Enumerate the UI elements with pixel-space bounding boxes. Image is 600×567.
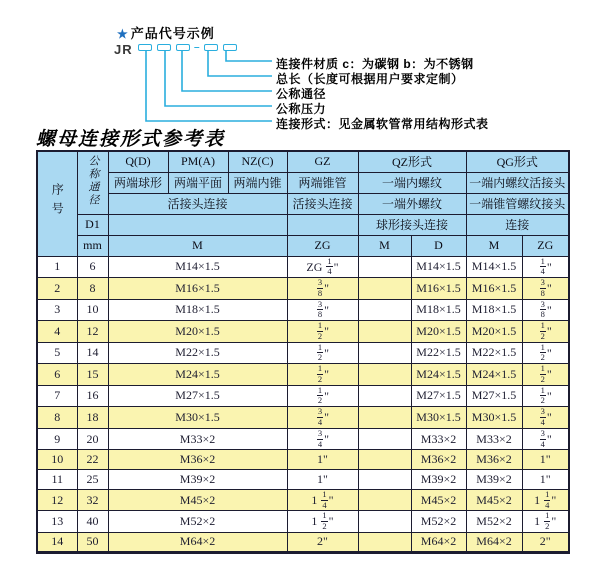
label-nominal-pressure: 公称压力 bbox=[276, 102, 327, 116]
cell-qz-d: M52×2 bbox=[411, 511, 466, 533]
table-row bbox=[37, 342, 569, 364]
code-boxes bbox=[138, 44, 242, 51]
header-code-pma: PM(A) bbox=[168, 151, 228, 172]
cell-m: M30×1.5 bbox=[108, 407, 287, 429]
cell-qz-m bbox=[358, 364, 411, 386]
cell-gz: $\frac{3}{4}$ " bbox=[287, 428, 358, 450]
header-end-gz: 两端锥管 bbox=[287, 172, 358, 193]
cell-gz: $\frac{3}{4}$ " bbox=[287, 407, 358, 429]
cell-gz: $\frac{3}{8}$ " bbox=[287, 299, 358, 321]
cell-qg-m: M52×2 bbox=[466, 511, 522, 533]
code-box-1 bbox=[138, 44, 152, 51]
cell-m: M22×1.5 bbox=[108, 342, 287, 364]
cell-qg-zg: $\frac{3}{4}$ " bbox=[522, 428, 569, 450]
header-end-qg: 一端内螺纹活接头 bbox=[466, 172, 569, 193]
cell-qz-m bbox=[358, 299, 411, 321]
cell-m: M36×2 bbox=[108, 450, 287, 470]
cell-gz: 1" bbox=[287, 450, 358, 470]
cell-qz-m bbox=[358, 321, 411, 343]
cell-seq: 10 bbox=[37, 450, 77, 470]
cell-gz: 1 $\frac{1}{4}$ " bbox=[287, 489, 358, 511]
cell-qz-d: M39×2 bbox=[411, 470, 466, 490]
cell-gz: $\frac{1}{2}$ " bbox=[287, 342, 358, 364]
header-seq bbox=[37, 151, 77, 256]
header-d1: D1 bbox=[77, 214, 108, 235]
cell-seq: 1 bbox=[37, 256, 77, 278]
cell-qz-d: M64×2 bbox=[411, 532, 466, 552]
cell-qz-d: M33×2 bbox=[411, 428, 466, 450]
cell-dn: 40 bbox=[77, 511, 108, 533]
header-unit-qg-zg: ZG bbox=[522, 235, 569, 256]
header-code-qz: QZ形式 bbox=[358, 151, 466, 172]
header-row-codes bbox=[37, 151, 569, 172]
cell-qz-d: M16×1.5 bbox=[411, 278, 466, 300]
table-row bbox=[37, 489, 569, 511]
table-row bbox=[37, 470, 569, 490]
header-unit-qz-d: D bbox=[411, 235, 466, 256]
cell-qz-m bbox=[358, 450, 411, 470]
cell-qg-m: M33×2 bbox=[466, 428, 522, 450]
table-row bbox=[37, 278, 569, 300]
table-row bbox=[37, 450, 569, 470]
table-row bbox=[37, 299, 569, 321]
header-joint-gz: 活接头连接 bbox=[287, 193, 358, 214]
cell-dn: 14 bbox=[77, 342, 108, 364]
cell-gz: $\frac{1}{2}$ " bbox=[287, 364, 358, 386]
cell-qg-m: M24×1.5 bbox=[466, 364, 522, 386]
cell-seq: 11 bbox=[37, 470, 77, 490]
cell-qz-d: M20×1.5 bbox=[411, 321, 466, 343]
cell-qz-m bbox=[358, 470, 411, 490]
header-code-gz: GZ bbox=[287, 151, 358, 172]
header-unit-qg-m: M bbox=[466, 235, 522, 256]
cell-dn: 18 bbox=[77, 407, 108, 429]
cell-dn: 22 bbox=[77, 450, 108, 470]
cell-m: M52×2 bbox=[108, 511, 287, 533]
code-box-2 bbox=[157, 44, 171, 51]
header-connect-empty-gz bbox=[287, 214, 358, 235]
label-total-length: 总长（长度可根据用户要求定制） bbox=[276, 72, 464, 86]
cell-qz-m bbox=[358, 385, 411, 407]
page-title: 螺母连接形式参考表 bbox=[36, 128, 226, 150]
header-joint-qg: 一端锥管螺纹接头 bbox=[466, 193, 569, 214]
cell-seq: 3 bbox=[37, 299, 77, 321]
header-dn bbox=[77, 151, 108, 214]
table-row bbox=[37, 364, 569, 386]
cell-m: M45×2 bbox=[108, 489, 287, 511]
cell-dn: 10 bbox=[77, 299, 108, 321]
header-end-nzc: 两端内锥 bbox=[228, 172, 287, 193]
cell-gz: 1" bbox=[287, 470, 358, 490]
cell-qg-m: M30×1.5 bbox=[466, 407, 522, 429]
cell-qz-m bbox=[358, 342, 411, 364]
cell-qz-m bbox=[358, 511, 411, 533]
cell-qg-m: M39×2 bbox=[466, 470, 522, 490]
diagram-heading-text: 产品代号示例 bbox=[130, 26, 215, 41]
cell-seq: 13 bbox=[37, 511, 77, 533]
cell-m: M39×2 bbox=[108, 470, 287, 490]
cell-dn: 50 bbox=[77, 532, 108, 552]
cell-dn: 12 bbox=[77, 321, 108, 343]
cell-qg-zg: 1" bbox=[522, 470, 569, 490]
cell-qz-m bbox=[358, 489, 411, 511]
code-dash: – bbox=[194, 42, 200, 53]
code-box-4 bbox=[204, 44, 218, 51]
cell-qg-zg: 1 $\frac{1}{4}$ " bbox=[522, 489, 569, 511]
table-row bbox=[37, 407, 569, 429]
header-code-qd: Q(D) bbox=[108, 151, 168, 172]
label-nominal-diameter: 公称通径 bbox=[276, 87, 327, 101]
cell-qg-m: M14×1.5 bbox=[466, 256, 522, 278]
header-row-joint bbox=[37, 193, 569, 214]
table-row bbox=[37, 511, 569, 533]
code-prefix: JR bbox=[114, 42, 133, 57]
table-row bbox=[37, 256, 569, 278]
cell-qg-zg: $\frac{3}{4}$ " bbox=[522, 407, 569, 429]
cell-m: M18×1.5 bbox=[108, 299, 287, 321]
star-icon: ★ bbox=[117, 27, 129, 41]
cell-gz: ZG $\frac{1}{4}$ " bbox=[287, 256, 358, 278]
cell-seq: 2 bbox=[37, 278, 77, 300]
cell-qg-m: M18×1.5 bbox=[466, 299, 522, 321]
cell-qz-m bbox=[358, 256, 411, 278]
cell-qg-m: M22×1.5 bbox=[466, 342, 522, 364]
cell-qg-m: M64×2 bbox=[466, 532, 522, 552]
header-end-qd: 两端球形 bbox=[108, 172, 168, 193]
header-code-qg: QG形式 bbox=[466, 151, 569, 172]
header-connect-empty-left bbox=[108, 214, 287, 235]
cell-qg-zg: $\frac{1}{2}$ " bbox=[522, 364, 569, 386]
cell-gz: 2" bbox=[287, 532, 358, 552]
cell-qg-zg: $\frac{1}{2}$ " bbox=[522, 342, 569, 364]
table-body bbox=[37, 256, 569, 552]
cell-qg-m: M36×2 bbox=[466, 450, 522, 470]
cell-m: M33×2 bbox=[108, 428, 287, 450]
cell-qg-zg: $\frac{1}{2}$ " bbox=[522, 321, 569, 343]
cell-qz-m bbox=[358, 428, 411, 450]
cell-qz-d: M18×1.5 bbox=[411, 299, 466, 321]
label-connection-type: 连接形式：见金属软管常用结构形式表 bbox=[276, 117, 489, 131]
cell-qz-m bbox=[358, 278, 411, 300]
cell-m: M20×1.5 bbox=[108, 321, 287, 343]
table-row bbox=[37, 321, 569, 343]
header-joint-qz: 一端外螺纹 bbox=[358, 193, 466, 214]
cell-qg-m: M27×1.5 bbox=[466, 385, 522, 407]
cell-m: M14×1.5 bbox=[108, 256, 287, 278]
header-end-pma: 两端平面 bbox=[168, 172, 228, 193]
cell-gz: $\frac{1}{2}$ " bbox=[287, 321, 358, 343]
header-unit-zg: ZG bbox=[287, 235, 358, 256]
header-code-nzc: NZ(C) bbox=[228, 151, 287, 172]
cell-qg-zg: 1 $\frac{1}{2}$ " bbox=[522, 511, 569, 533]
cell-m: M27×1.5 bbox=[108, 385, 287, 407]
header-dn-label: 公称通径 bbox=[87, 154, 99, 207]
code-box-3 bbox=[176, 44, 190, 51]
header-connect-qz: 球形接头连接 bbox=[358, 214, 466, 235]
cell-dn: 8 bbox=[77, 278, 108, 300]
cell-qz-d: M22×1.5 bbox=[411, 342, 466, 364]
code-box-5 bbox=[223, 44, 237, 51]
header-row-connect bbox=[37, 214, 569, 235]
cell-qg-zg: $\frac{1}{2}$ " bbox=[522, 385, 569, 407]
cell-seq: 14 bbox=[37, 532, 77, 552]
header-connect-qg: 连接 bbox=[466, 214, 569, 235]
cell-seq: 12 bbox=[37, 489, 77, 511]
cell-m: M24×1.5 bbox=[108, 364, 287, 386]
header-end-qz: 一端内螺纹 bbox=[358, 172, 466, 193]
product-code-diagram bbox=[0, 0, 600, 130]
cell-dn: 15 bbox=[77, 364, 108, 386]
cell-qg-m: M16×1.5 bbox=[466, 278, 522, 300]
reference-table bbox=[36, 150, 570, 554]
cell-gz: $\frac{3}{8}$ " bbox=[287, 278, 358, 300]
cell-qg-zg: $\frac{3}{8}$ " bbox=[522, 278, 569, 300]
cell-qz-m bbox=[358, 532, 411, 552]
cell-seq: 9 bbox=[37, 428, 77, 450]
cell-qg-zg: 2" bbox=[522, 532, 569, 552]
table-header bbox=[37, 151, 569, 256]
cell-qz-d: M45×2 bbox=[411, 489, 466, 511]
cell-seq: 4 bbox=[37, 321, 77, 343]
cell-dn: 16 bbox=[77, 385, 108, 407]
cell-gz: 1 $\frac{1}{2}$ " bbox=[287, 511, 358, 533]
header-seq-label: 序号 bbox=[50, 182, 65, 221]
header-joint-left: 活接头连接 bbox=[108, 193, 287, 214]
cell-qz-d: M14×1.5 bbox=[411, 256, 466, 278]
table-row bbox=[37, 385, 569, 407]
cell-qz-d: M27×1.5 bbox=[411, 385, 466, 407]
cell-qz-d: M36×2 bbox=[411, 450, 466, 470]
cell-qg-zg: $\frac{1}{4}$ " bbox=[522, 256, 569, 278]
cell-seq: 5 bbox=[37, 342, 77, 364]
header-unit-m: M bbox=[108, 235, 287, 256]
header-row-end-types bbox=[37, 172, 569, 193]
cell-qz-d: M24×1.5 bbox=[411, 364, 466, 386]
label-material: 连接件材质 c：为碳钢 b：为不锈钢 bbox=[276, 57, 474, 71]
cell-qz-d: M30×1.5 bbox=[411, 407, 466, 429]
table-row bbox=[37, 532, 569, 552]
cell-m: M64×2 bbox=[108, 532, 287, 552]
cell-m: M16×1.5 bbox=[108, 278, 287, 300]
cell-dn: 25 bbox=[77, 470, 108, 490]
cell-qg-m: M20×1.5 bbox=[466, 321, 522, 343]
header-mm: mm bbox=[77, 235, 108, 256]
table-row bbox=[37, 428, 569, 450]
header-row-units bbox=[37, 235, 569, 256]
cell-dn: 6 bbox=[77, 256, 108, 278]
cell-gz: $\frac{1}{2}$ " bbox=[287, 385, 358, 407]
cell-seq: 7 bbox=[37, 385, 77, 407]
diagram-heading bbox=[117, 23, 215, 42]
cell-qg-m: M45×2 bbox=[466, 489, 522, 511]
cell-qz-m bbox=[358, 407, 411, 429]
header-unit-qz-m: M bbox=[358, 235, 411, 256]
cell-qg-zg: 1" bbox=[522, 450, 569, 470]
cell-seq: 6 bbox=[37, 364, 77, 386]
cell-dn: 32 bbox=[77, 489, 108, 511]
cell-dn: 20 bbox=[77, 428, 108, 450]
cell-seq: 8 bbox=[37, 407, 77, 429]
cell-qg-zg: $\frac{3}{8}$ " bbox=[522, 299, 569, 321]
